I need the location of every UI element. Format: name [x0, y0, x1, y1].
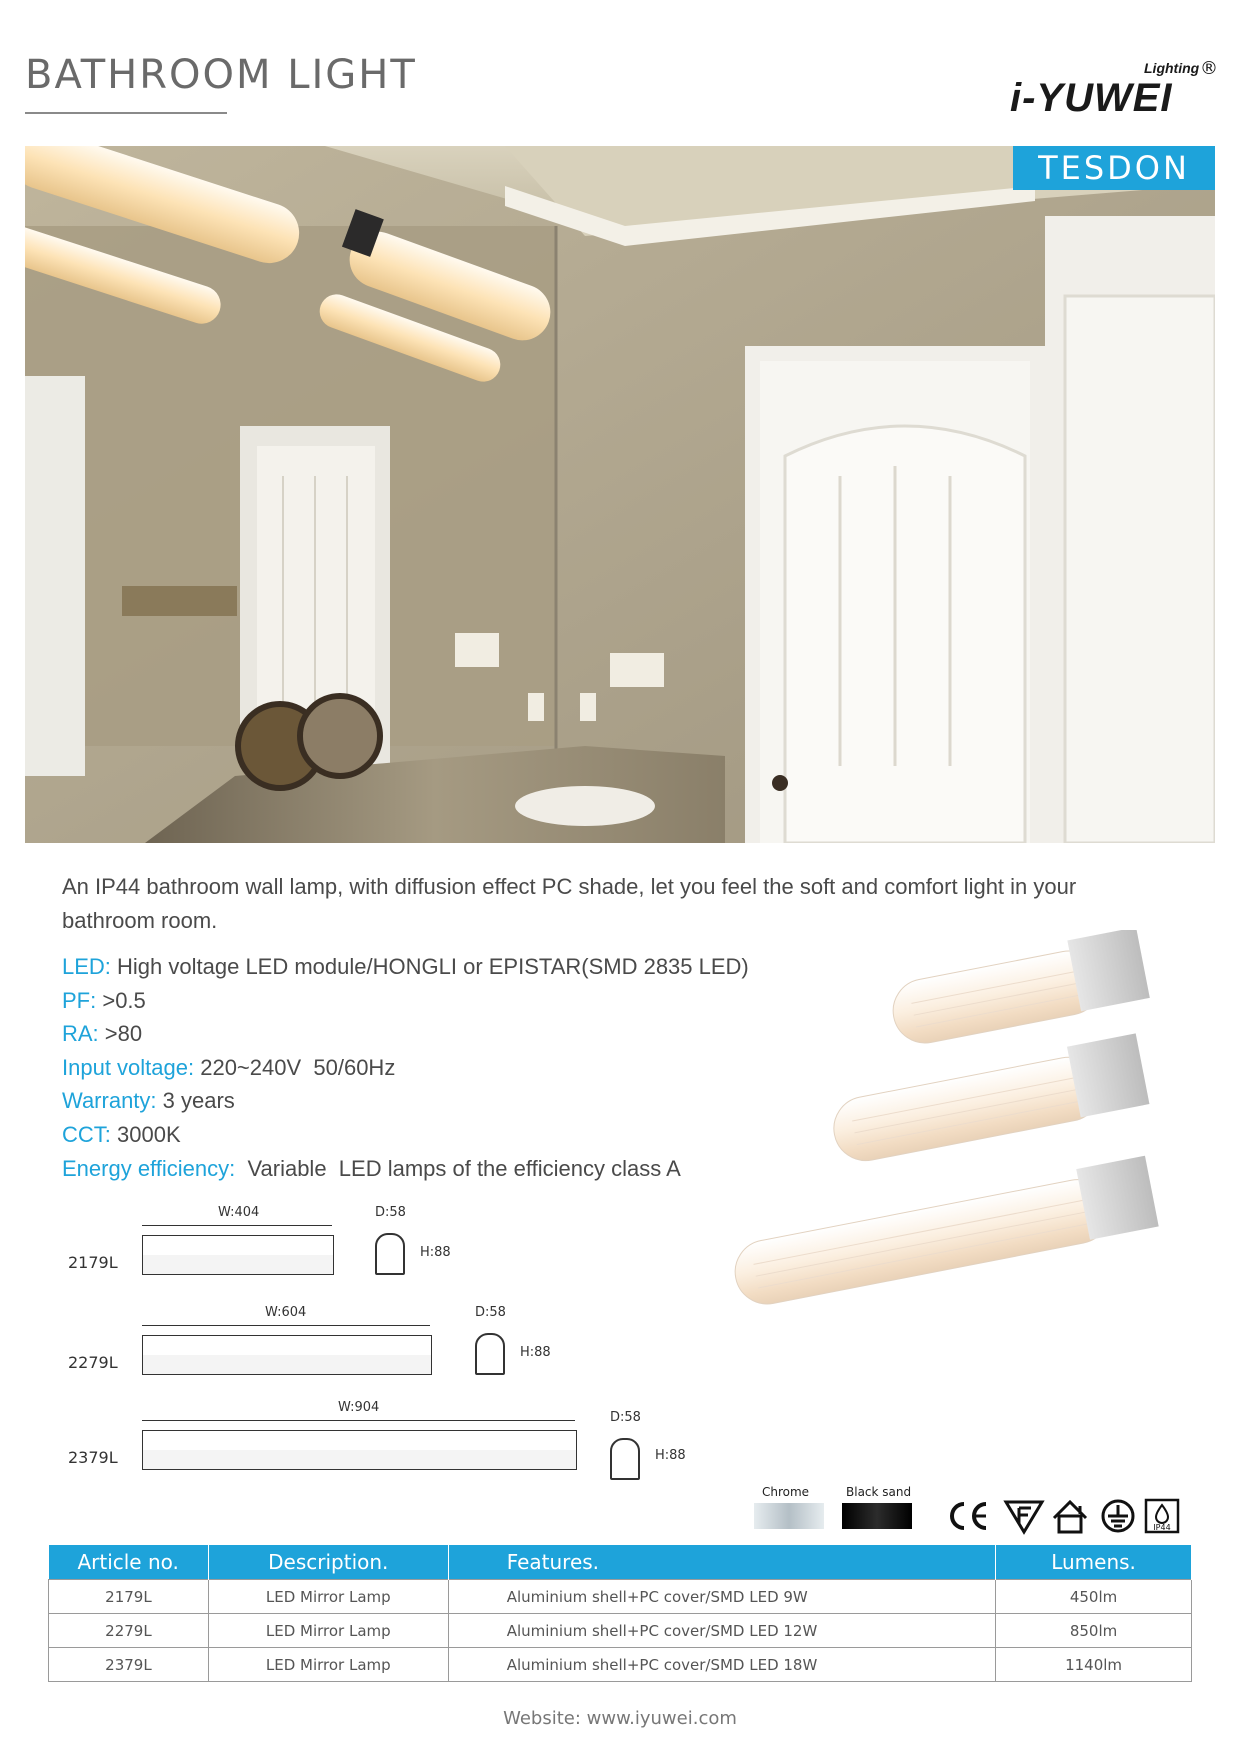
- title-underline: [25, 112, 227, 114]
- render-lamp-2179L: [886, 930, 1150, 1048]
- depth-label: D:58: [610, 1410, 641, 1425]
- earth-ground-icon: [1103, 1501, 1133, 1531]
- lamp-front-outline: [142, 1235, 334, 1275]
- spec-pf: PF: >0.5: [62, 987, 146, 1013]
- width-dimension-line: [142, 1225, 332, 1226]
- features-cell: Aluminium shell+PC cover/SMD LED 12W: [448, 1614, 995, 1648]
- render-lamp-2279L: [826, 1033, 1149, 1166]
- hero-bathroom-photo: [25, 146, 1215, 843]
- logo-wordmark: i-YUWEI: [1010, 76, 1173, 120]
- dimension-2379L: [60, 1400, 700, 1490]
- width-dimension-line: [142, 1420, 575, 1421]
- page-title: BATHROOM LIGHT: [25, 52, 417, 98]
- height-label: H:88: [655, 1448, 686, 1463]
- features-cell: Aluminium shell+PC cover/SMD LED 9W: [448, 1580, 995, 1614]
- lumens-cell: 1140lm: [996, 1648, 1192, 1682]
- ce-mark-icon: [952, 1504, 986, 1528]
- render-lamp-2379L: [728, 1156, 1159, 1310]
- lamp-side-profile: [375, 1233, 405, 1275]
- website-footer: Website: www.iyuwei.com: [503, 1708, 737, 1729]
- lamp-side-profile: [475, 1333, 505, 1375]
- article-table: [48, 1545, 1192, 1682]
- spec-ra: RA: >80: [62, 1021, 143, 1047]
- article-no-cell: 2279L: [49, 1614, 209, 1648]
- class-ii-house-icon: [1054, 1502, 1086, 1532]
- height-label: H:88: [520, 1345, 551, 1360]
- width-label: W:904: [338, 1400, 380, 1415]
- finish-label-chrome: Chrome: [762, 1485, 810, 1499]
- features-cell: Aluminium shell+PC cover/SMD LED 18W: [448, 1648, 995, 1682]
- finish-swatch-black-sand: [842, 1503, 912, 1529]
- table-row: [49, 1648, 1192, 1682]
- lumens-cell: 450lm: [996, 1580, 1192, 1614]
- spec-input-voltage: Input voltage: 220~240V 50/60Hz: [62, 1054, 396, 1080]
- width-label: W:404: [218, 1205, 260, 1220]
- header-features: Features.: [448, 1545, 995, 1580]
- lumens-cell: 850lm: [996, 1614, 1192, 1648]
- header-description: Description.: [208, 1545, 448, 1580]
- spec-cct: CCT: 3000K: [62, 1121, 181, 1147]
- f-mark-icon: [1006, 1502, 1042, 1532]
- finish-label-black-sand: Black sand: [846, 1485, 912, 1499]
- brand-logo: [1010, 58, 1220, 118]
- lamp-front-outline: [142, 1430, 577, 1470]
- width-dimension-line: [142, 1325, 430, 1326]
- series-brand-tag: TESDON: [1013, 146, 1215, 190]
- product-intro: An IP44 bathroom wall lamp, with diffusion effect PC shade, let you feel the soft and comfort light in your bathroom room.: [62, 874, 1077, 933]
- spec-warranty: Warranty: 3 years: [62, 1088, 235, 1114]
- table-row: [49, 1580, 1192, 1614]
- spec-list: [62, 950, 749, 1185]
- spec-led: LED: High voltage LED module/HONGLI or EPISTAR(SMD 2835 LED): [62, 954, 749, 979]
- header-article-no: Article no.: [49, 1545, 209, 1580]
- depth-label: D:58: [375, 1205, 406, 1220]
- finish-options: [754, 1485, 924, 1535]
- table-header-row: [49, 1545, 1192, 1580]
- ip44-icon: [1146, 1500, 1178, 1532]
- lamp-front-outline: [142, 1335, 432, 1375]
- finish-swatch-chrome: [754, 1503, 824, 1529]
- model-label: 2179L: [68, 1253, 118, 1272]
- lamp-side-profile: [610, 1438, 640, 1480]
- logo-subtitle: Lighting: [1144, 60, 1200, 76]
- registered-mark: ®: [1200, 58, 1218, 79]
- width-label: W:604: [265, 1305, 307, 1320]
- dimension-2179L: [60, 1205, 480, 1295]
- depth-label: D:58: [475, 1305, 506, 1320]
- article-no-cell: 2379L: [49, 1648, 209, 1682]
- dimension-2279L: [60, 1305, 580, 1395]
- article-no-cell: 2179L: [49, 1580, 209, 1614]
- description-cell: LED Mirror Lamp: [208, 1614, 448, 1648]
- header-lumens: Lumens.: [996, 1545, 1192, 1580]
- height-label: H:88: [420, 1245, 451, 1260]
- description-cell: LED Mirror Lamp: [208, 1648, 448, 1682]
- model-label: 2379L: [68, 1448, 118, 1467]
- product-renders: [720, 930, 1180, 1370]
- description-cell: LED Mirror Lamp: [208, 1580, 448, 1614]
- certification-icons: [946, 1496, 1196, 1536]
- ip44-label: IP44: [1153, 1523, 1171, 1532]
- spec-energy-efficiency: Energy efficiency: Variable LED lamps of the efficiency class A: [62, 1155, 681, 1181]
- model-label: 2279L: [68, 1353, 118, 1372]
- table-row: [49, 1614, 1192, 1648]
- bathroom-scene-illustration: [25, 146, 1215, 843]
